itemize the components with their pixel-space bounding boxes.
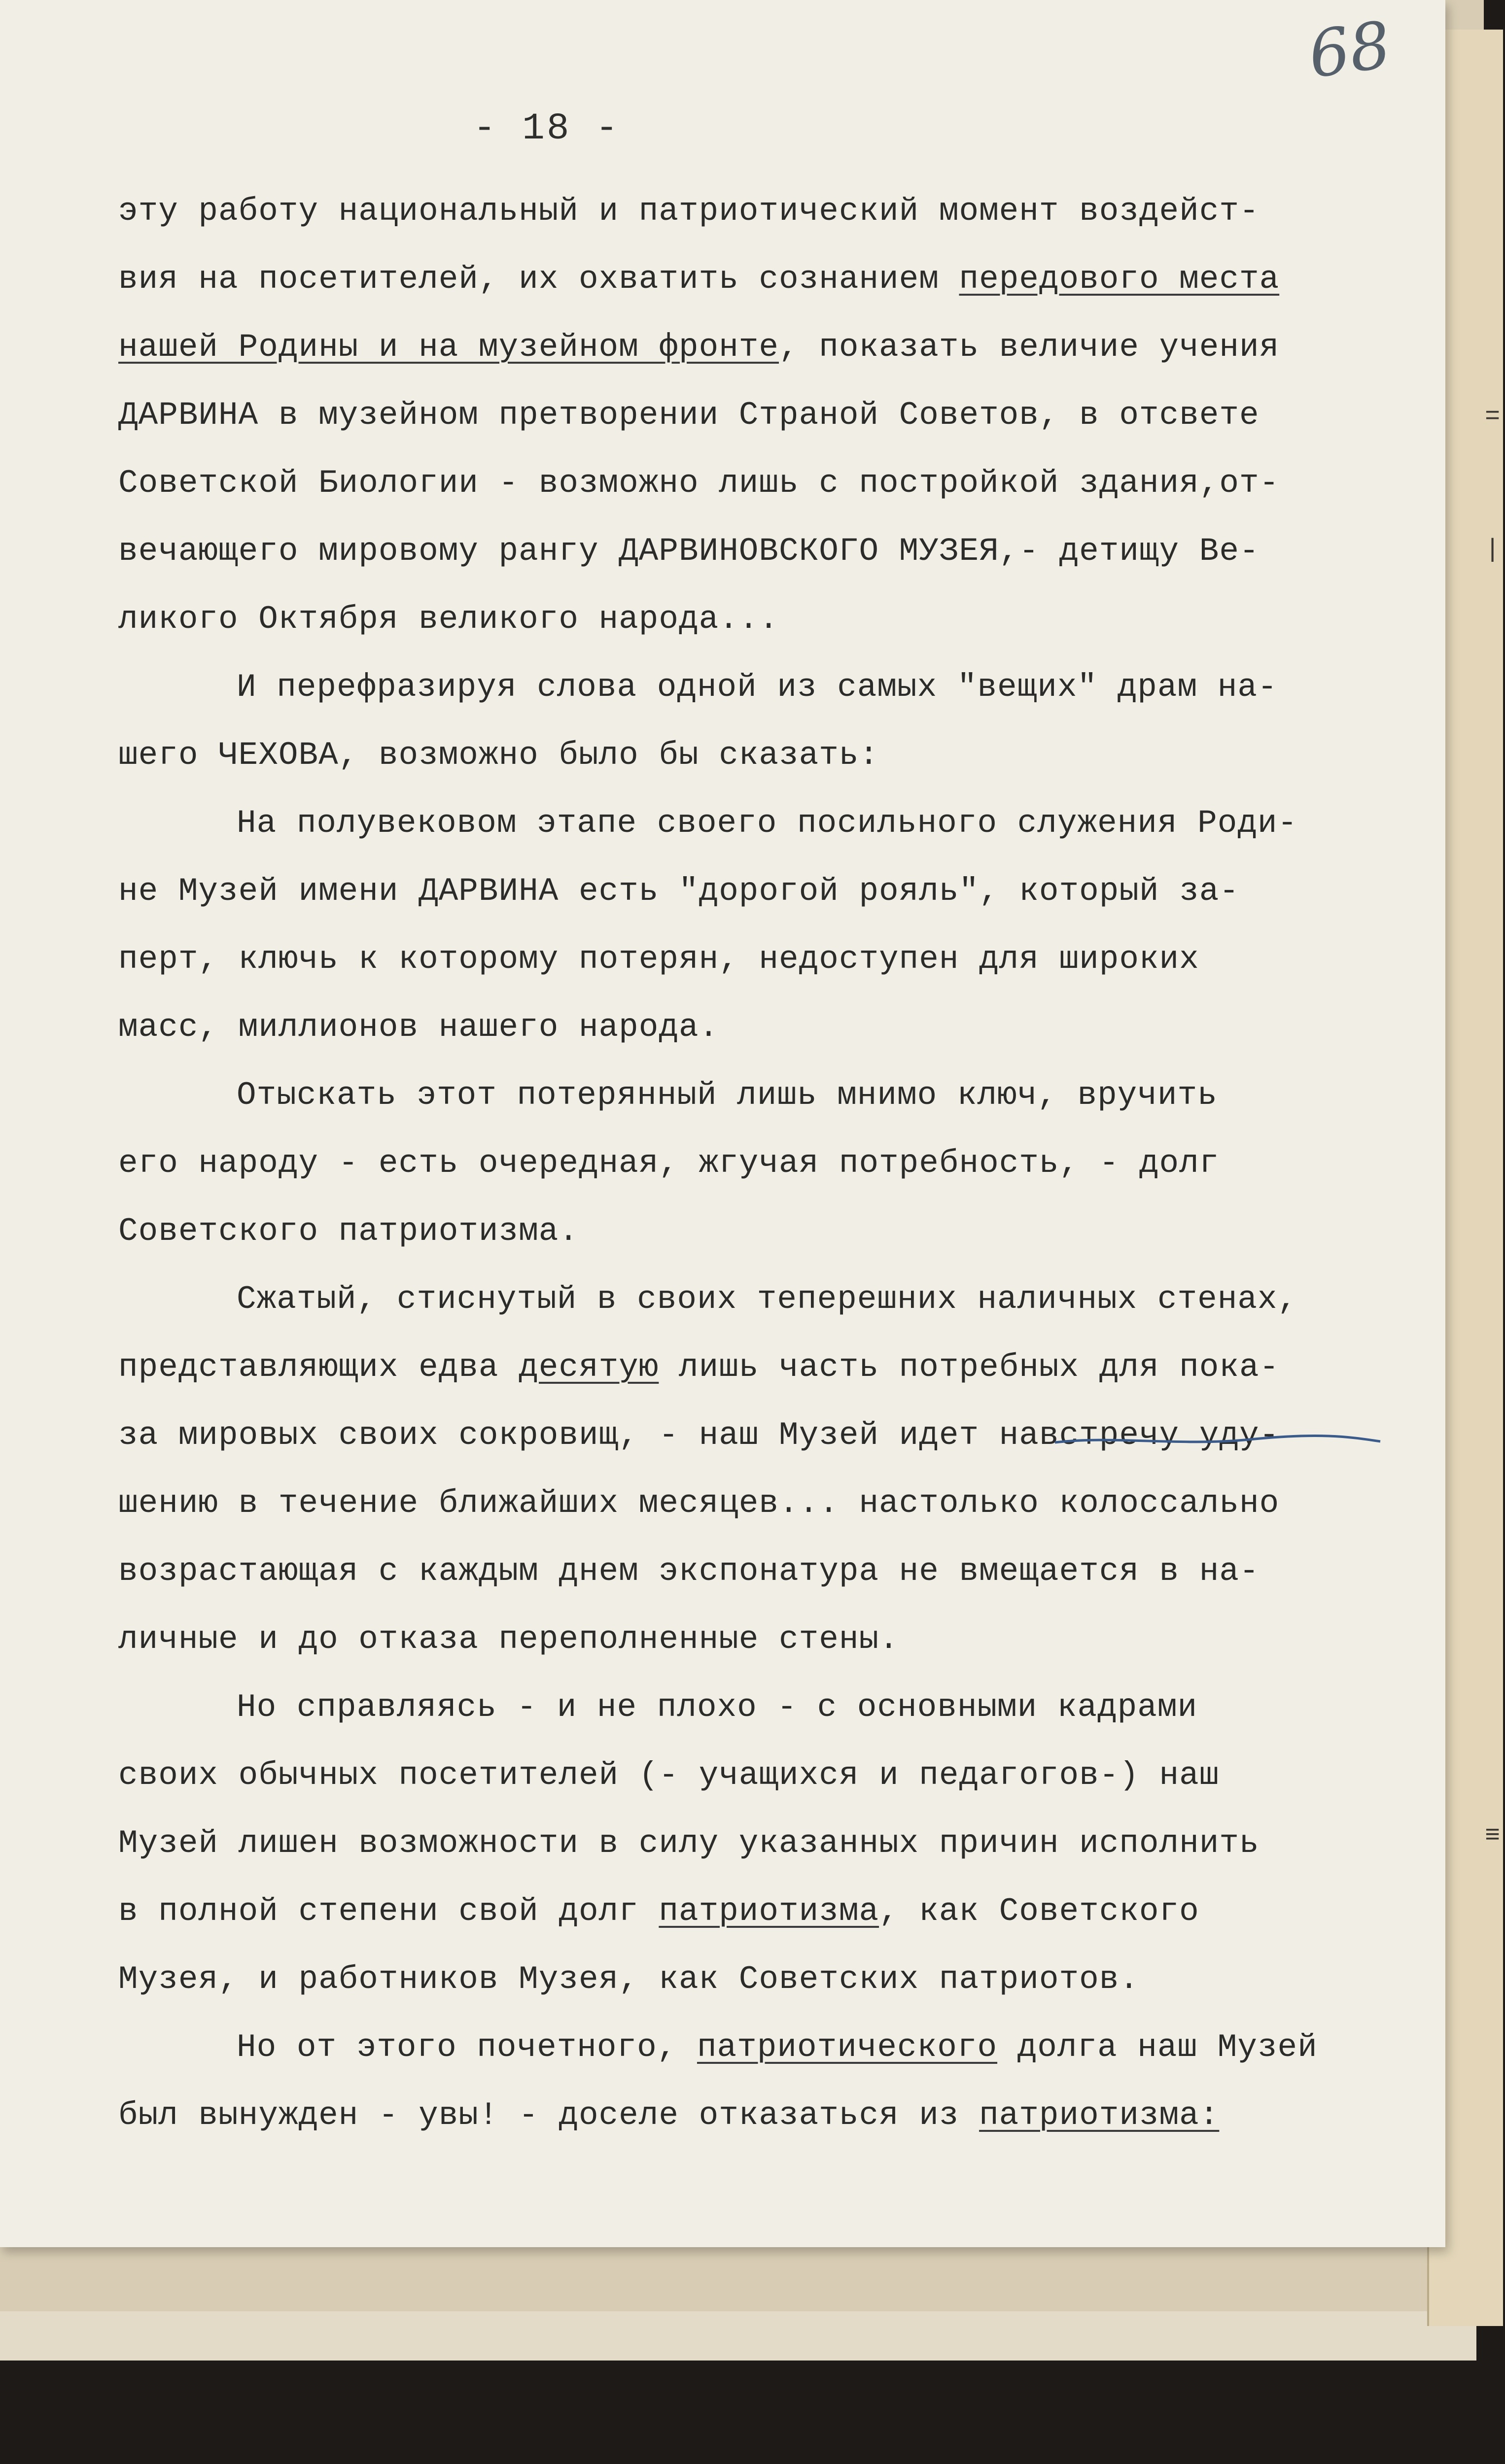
text-segment: ДАРВИНА в музейном претворении Страной Советов, в отсвете (118, 397, 1260, 434)
text-segment: своих обычных посетителей (- учащихся и педагогов-) наш (118, 1757, 1220, 1794)
underlined-text: передового места (959, 261, 1280, 298)
text-line (118, 1878, 1420, 1946)
text-segment: возрастающая с каждым днем экспонатура не вмещается в на- (118, 1553, 1260, 1590)
text-segment: личные и до отказа переполненные стены. (118, 1621, 899, 1658)
page-number: - 18 - (473, 107, 620, 150)
text-segment: Но справляясь - и не плохо - с основными кадрами (237, 1689, 1198, 1726)
text-segment: лишь часть потребных для пока- (659, 1349, 1280, 1386)
text-line (118, 1061, 1420, 1129)
text-line (118, 1538, 1420, 1606)
text-line (118, 789, 1420, 857)
text-segment: за мировых своих сокровищ, - наш Музей идет навстречу уду- (118, 1417, 1280, 1454)
text-line (118, 449, 1420, 517)
text-segment: Но от этого почетного, (237, 2029, 697, 2066)
text-line (118, 1266, 1420, 1334)
underlined-text: патриотизма (659, 1893, 879, 1930)
text-line (118, 1742, 1420, 1810)
text-line (118, 245, 1420, 313)
text-line (118, 381, 1420, 449)
archival-folio-number: 68 (1304, 7, 1396, 93)
text-segment: Музея, и работников Музея, как Советских патриотов. (118, 1961, 1139, 1998)
text-segment: шению в течение ближайших месяцев... настолько колоссально (118, 1485, 1280, 1522)
text-line (118, 1946, 1420, 2014)
text-line (118, 2082, 1420, 2150)
text-line (118, 1674, 1420, 1742)
text-line (118, 1470, 1420, 1538)
text-segment: был вынужден - увы! - доселе отказаться из (118, 2097, 980, 2134)
text-segment: Сжатый, стиснутый в своих теперешних наличных стенах, (237, 1281, 1298, 1318)
text-segment: эту работу национальный и патриотический момент воздейст- (118, 193, 1260, 230)
paragraph (118, 1674, 1420, 2014)
text-segment: Музей лишен возможности в силу указанных причин исполнить (118, 1825, 1260, 1862)
edge-mark: ≡ (1485, 1821, 1501, 1850)
text-line (118, 993, 1420, 1061)
paragraph (118, 653, 1420, 789)
text-line (118, 177, 1420, 245)
text-line (118, 1334, 1420, 1402)
text-segment: вечающего мировому рангу ДАРВИНОВСКОГО МУЗЕЯ,- детищу Ве- (118, 533, 1260, 570)
text-segment: На полувековом этапе своего посильного служения Роди- (237, 805, 1298, 842)
text-segment: долга наш Музей (997, 2029, 1318, 2066)
paragraph (118, 1266, 1420, 1674)
paragraph (118, 177, 1420, 653)
text-segment: ликого Октября великого народа... (118, 601, 779, 638)
text-line (118, 1606, 1420, 1674)
text-segment: , как Советского (879, 1893, 1199, 1930)
typewritten-body (118, 177, 1420, 2150)
text-line (118, 517, 1420, 585)
text-segment: И перефразируя слова одной из самых "вещих" драм на- (237, 669, 1278, 706)
pen-underline-mark (1052, 1432, 1383, 1451)
text-segment: масс, миллионов нашего народа. (118, 1009, 719, 1046)
text-segment: вия на посетителей, их охватить сознанием (118, 261, 959, 298)
text-segment: в полной степени свой долг (118, 1893, 659, 1930)
text-segment: Советского патриотизма. (118, 1213, 579, 1250)
text-segment: представляющих едва (118, 1349, 519, 1386)
text-line (118, 925, 1420, 993)
edge-mark: = (1485, 402, 1501, 431)
text-line (118, 721, 1420, 789)
text-segment: Отыскать этот потерянный лишь мнимо ключ, вручить (237, 1077, 1218, 1114)
text-line (118, 1129, 1420, 1198)
text-line (118, 653, 1420, 721)
text-line (118, 1198, 1420, 1266)
text-segment: перт, ключь к которому потерян, недоступен для широких (118, 941, 1199, 978)
underlined-text: патриотизма: (979, 2097, 1220, 2134)
paragraph (118, 789, 1420, 1061)
underlined-text: патриотического (697, 2029, 998, 2066)
paragraph (118, 1061, 1420, 1266)
text-segment: , показать величие учения (779, 329, 1280, 366)
text-line (118, 313, 1420, 381)
underlined-text: десятую (519, 1349, 659, 1386)
paragraph (118, 2014, 1420, 2150)
text-line (118, 857, 1420, 925)
underlined-text: нашей Родины и на музейном фронте (118, 329, 779, 366)
text-segment: его народу - есть очередная, жгучая потребность, - долг (118, 1145, 1220, 1182)
text-segment: шего ЧЕХОВА, возможно было бы сказать: (118, 737, 879, 774)
text-segment: Советской Биологии - возможно лишь с постройкой здания,от- (118, 465, 1280, 502)
text-line (118, 585, 1420, 653)
text-line (118, 2014, 1420, 2082)
text-segment: не Музей имени ДАРВИНА есть "дорогой рояль", который за- (118, 873, 1239, 910)
edge-mark: | (1485, 535, 1501, 564)
text-line (118, 1810, 1420, 1878)
